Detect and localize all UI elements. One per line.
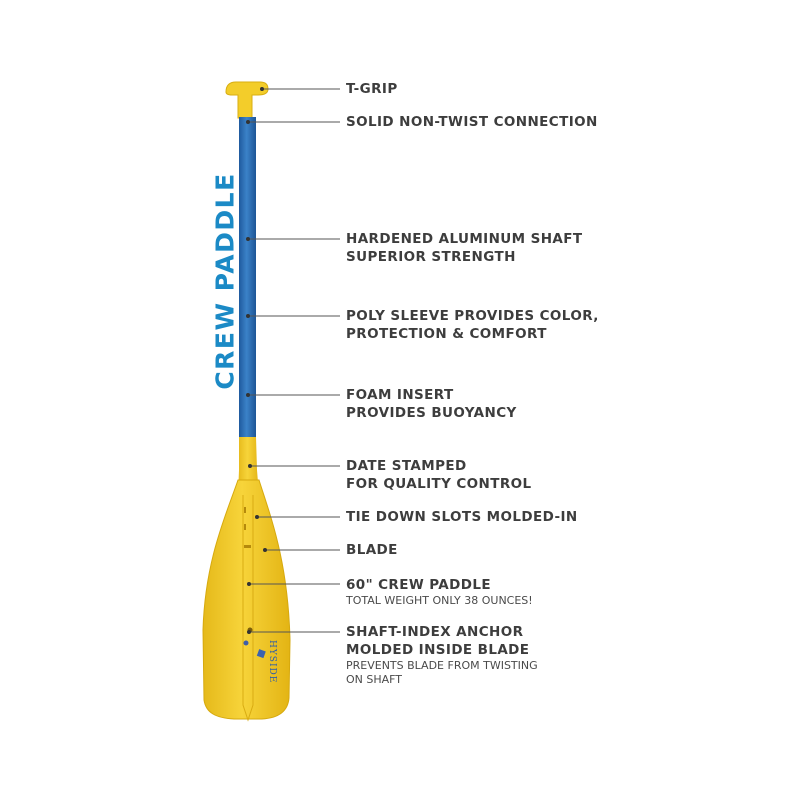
callout-heading: BLADE [346, 542, 398, 558]
callout-label [346, 623, 538, 687]
callout-heading: POLY SLEEVE PROVIDES COLOR, [346, 308, 599, 324]
callout-label [346, 576, 533, 608]
callout-heading: FOR QUALITY CONTROL [346, 476, 532, 492]
leader-dot [263, 548, 267, 552]
callout-label [346, 541, 398, 559]
leader-dot [247, 582, 251, 586]
callout-heading: HARDENED ALUMINUM SHAFT [346, 231, 583, 247]
leader-dot [246, 237, 250, 241]
leader-dot [248, 464, 252, 468]
callout-heading: MOLDED INSIDE BLADE [346, 642, 530, 658]
callout-heading: SHAFT-INDEX ANCHOR [346, 624, 524, 640]
paddle-shaft [239, 117, 256, 437]
callout-heading: PROTECTION & COMFORT [346, 326, 547, 342]
callout-subtext: TOTAL WEIGHT ONLY 38 OUNCES! [346, 594, 533, 607]
callout-label [346, 508, 578, 526]
callout-heading: PROVIDES BUOYANCY [346, 405, 517, 421]
callout-subtext: PREVENTS BLADE FROM TWISTING [346, 659, 538, 672]
callout-heading: T-GRIP [346, 81, 398, 97]
callout-heading: SOLID NON-TWIST CONNECTION [346, 114, 598, 130]
callout-label [346, 230, 582, 266]
callout-label [346, 113, 598, 131]
brand-logo [267, 640, 277, 683]
leader-dot [255, 515, 259, 519]
leader-dot [246, 393, 250, 397]
leader-dot [247, 630, 251, 634]
callout-label [346, 307, 599, 343]
callout-heading: SUPERIOR STRENGTH [346, 249, 516, 265]
callout-label [346, 386, 517, 422]
callout-heading: DATE STAMPED [346, 458, 467, 474]
callout-label [346, 457, 532, 493]
leader-dot [246, 120, 250, 124]
callout-subtext: ON SHAFT [346, 673, 403, 686]
callout-label [346, 80, 398, 98]
callout-heading: 60" CREW PADDLE [346, 577, 491, 593]
svg-text:HYSIDE: HYSIDE [267, 640, 277, 684]
callout-heading: FOAM INSERT [346, 387, 454, 403]
title-text: CREW PADDLE [210, 172, 240, 390]
leader-dot [246, 314, 250, 318]
leader-dot [260, 87, 264, 91]
callout-heading: TIE DOWN SLOTS MOLDED-IN [346, 509, 578, 525]
